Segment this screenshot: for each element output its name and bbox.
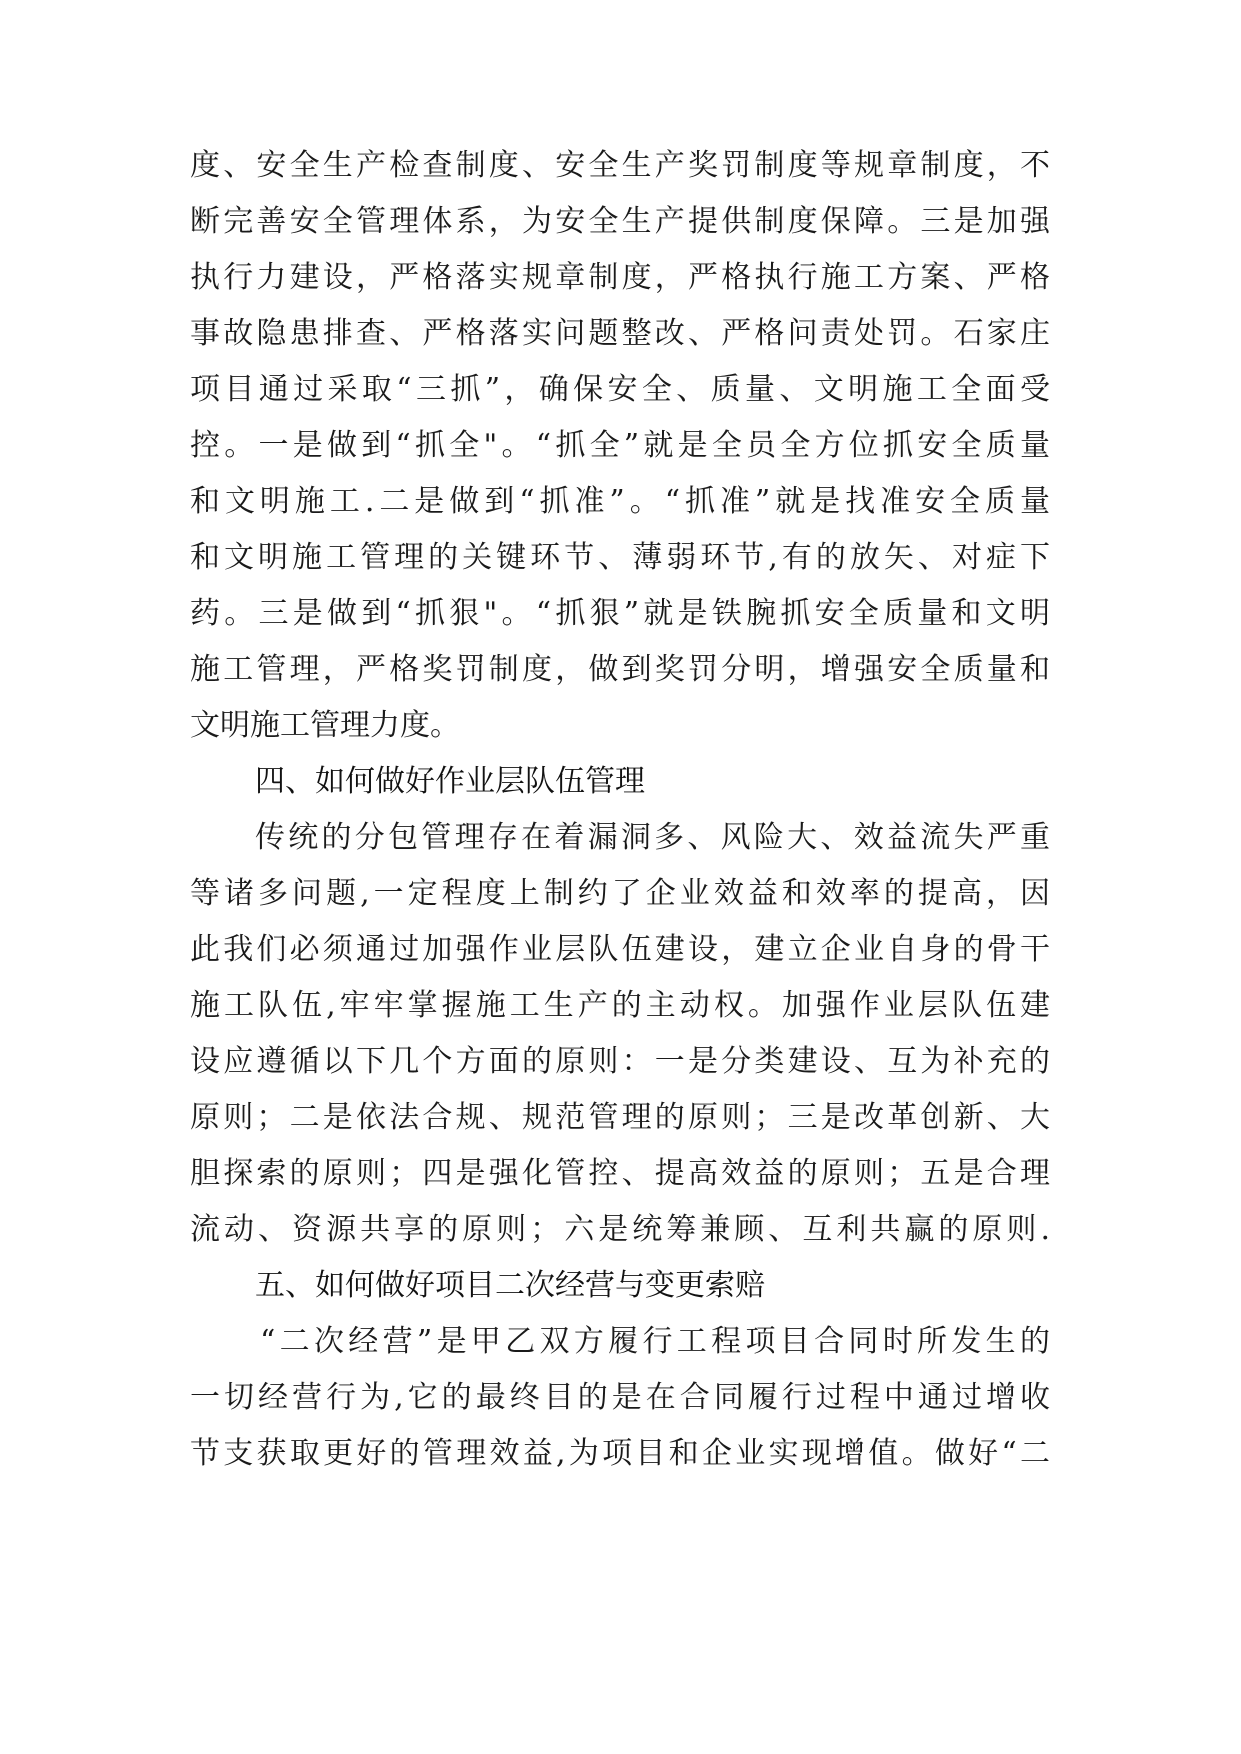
paragraph-line: 项目通过采取“三抓”，确保安全、质量、文明施工全面受	[190, 372, 1050, 407]
paragraph-line: 流动、资源共享的原则；六是统筹兼顾、互利共赢的原则.	[190, 1212, 1050, 1247]
paragraph-line: 施工管理，严格奖罚制度，做到奖罚分明，增强安全质量和	[190, 652, 1050, 687]
paragraph-line: 药。三是做到“抓狠"。“抓狠”就是铁腕抓安全质量和文明	[190, 596, 1050, 631]
paragraph-line: 控。一是做到“抓全"。“抓全”就是全员全方位抓安全质量	[190, 428, 1050, 463]
section-heading: 四、如何做好作业层队伍管理	[255, 764, 645, 799]
paragraph-line: 文明施工管理力度。	[190, 708, 460, 743]
paragraph-line: 断完善安全管理体系，为安全生产提供制度保障。三是加强	[190, 204, 1050, 239]
paragraph-line: 事故隐患排查、严格落实问题整改、严格问责处罚。石家庄	[190, 316, 1050, 351]
paragraph-line: “二次经营”是甲乙双方履行工程项目合同时所发生的	[260, 1324, 1050, 1359]
paragraph-line: 节支获取更好的管理效益,为项目和企业实现增值。做好“二	[190, 1436, 1050, 1471]
paragraph-line: 原则；二是依法合规、规范管理的原则；三是改革创新、大	[190, 1100, 1050, 1135]
paragraph-line: 胆探索的原则；四是强化管控、提高效益的原则；五是合理	[190, 1156, 1050, 1191]
paragraph-line: 度、安全生产检查制度、安全生产奖罚制度等规章制度，不	[190, 148, 1050, 183]
paragraph-line: 等诸多问题,一定程度上制约了企业效益和效率的提高，因	[190, 876, 1050, 911]
paragraph-line: 执行力建设，严格落实规章制度，严格执行施工方案、严格	[190, 260, 1050, 295]
paragraph-line: 和文明施工.二是做到“抓准”。“抓准”就是找准安全质量	[190, 484, 1050, 519]
paragraph-line: 此我们必须通过加强作业层队伍建设，建立企业自身的骨干	[190, 932, 1050, 967]
section-heading: 五、如何做好项目二次经营与变更索赔	[255, 1268, 765, 1303]
paragraph-line: 一切经营行为,它的最终目的是在合同履行过程中通过增收	[190, 1380, 1050, 1415]
paragraph-line: 施工队伍,牢牢掌握施工生产的主动权。加强作业层队伍建	[190, 988, 1050, 1023]
paragraph-line: 传统的分包管理存在着漏洞多、风险大、效益流失严重	[255, 820, 1050, 855]
paragraph-line: 设应遵循以下几个方面的原则：一是分类建设、互为补充的	[190, 1044, 1050, 1079]
paragraph-line: 和文明施工管理的关键环节、薄弱环节,有的放矢、对症下	[190, 540, 1050, 575]
